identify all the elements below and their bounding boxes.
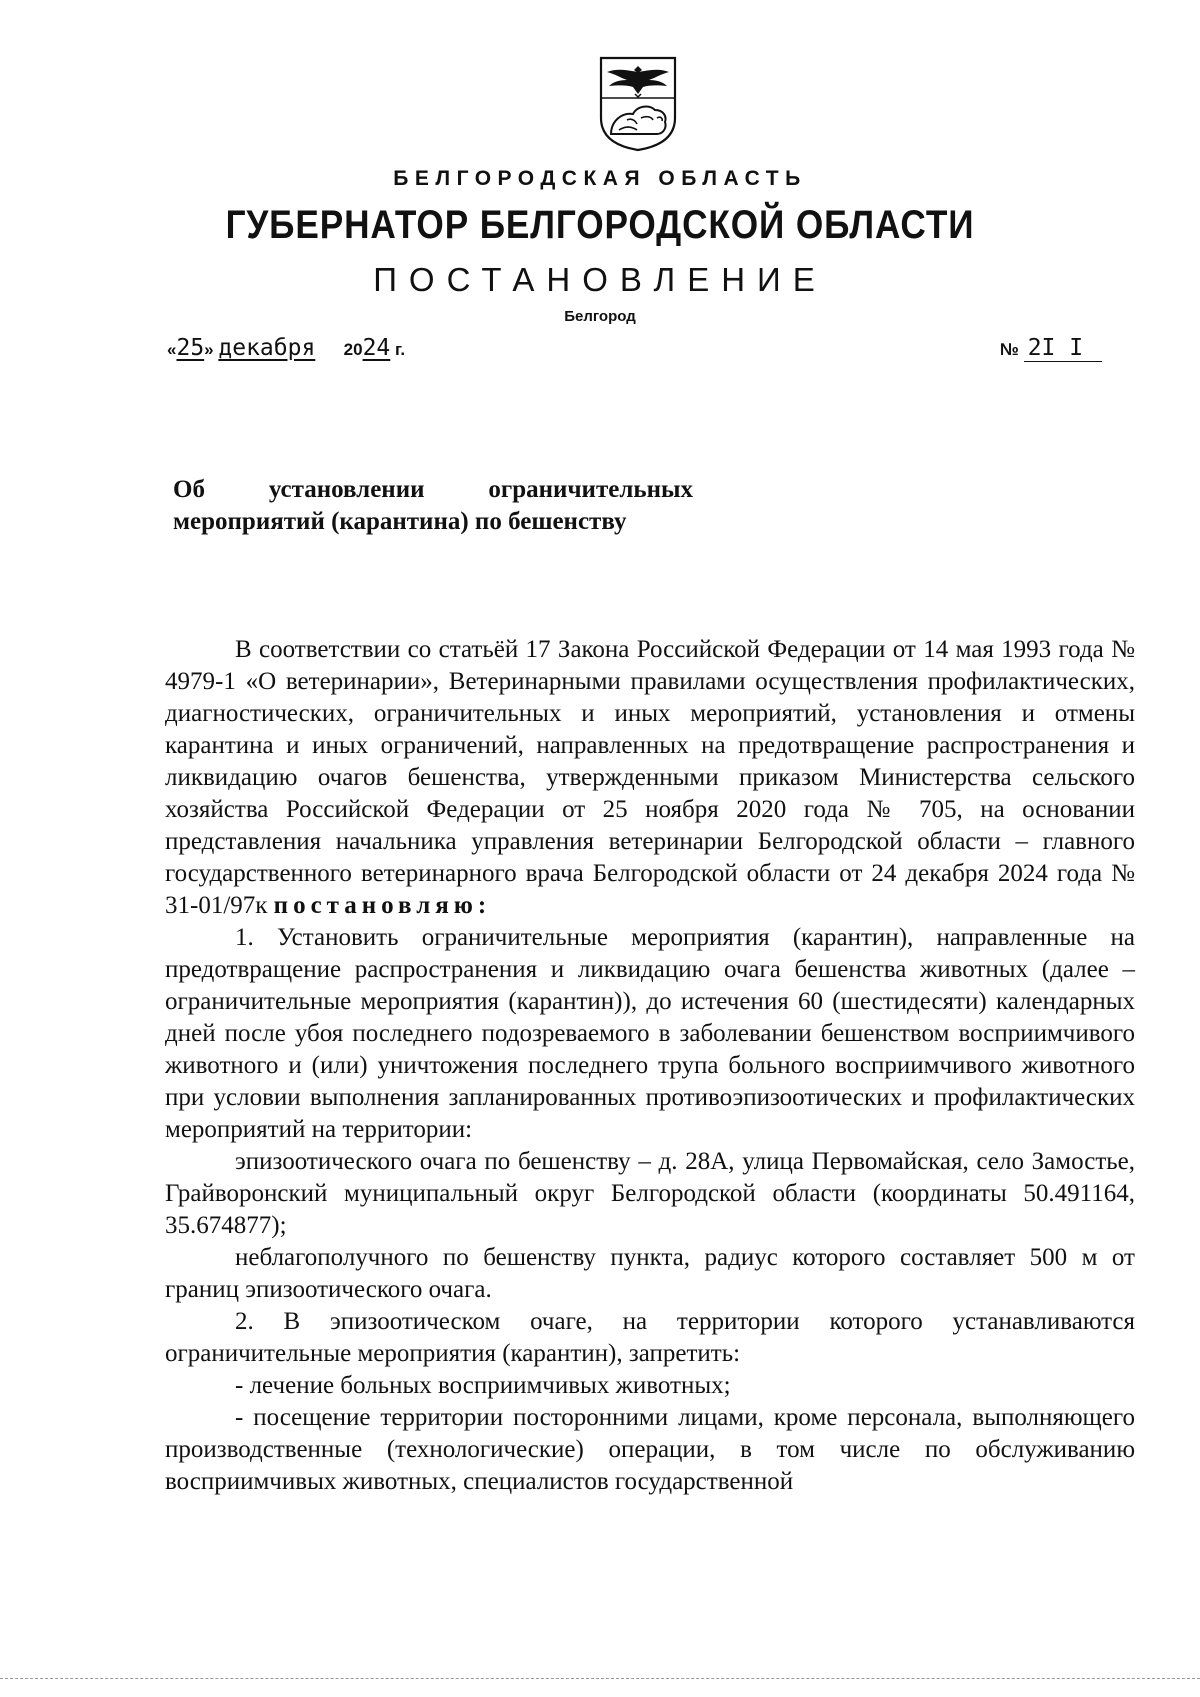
subject-word-2: установлении [268, 476, 425, 503]
subject-word-3: ограничительных [488, 476, 693, 503]
subject-word-1: Об [173, 476, 205, 503]
belgorod-coat-of-arms [597, 56, 679, 152]
date-close-quote: » [204, 340, 214, 359]
date-year-prefix: 20 [343, 340, 363, 359]
number-label: № [1000, 340, 1019, 359]
decree-word: постановляю: [273, 892, 492, 919]
region-title: БЕЛГОРОДСКАЯ ОБЛАСТЬ [393, 167, 807, 190]
paragraph-2: 2. В эпизоотическом очаге, на территории которого устанавливаются ограничительные мероприятия (карантин), запретить: [165, 1308, 1135, 1367]
document-date [167, 335, 405, 365]
document-body [165, 634, 1135, 1498]
city-name: Белгород [564, 308, 636, 325]
paragraph-2b: - посещение территории посторонними лицами, кроме персонала, выполняющего производственные (технологические) операции, в том числе по обслуживанию восприимчивых животных, специалистов государственной [165, 1404, 1135, 1495]
document-number [1000, 335, 1102, 365]
governor-title: ГУБЕРНАТОР БЕЛГОРОДСКОЙ ОБЛАСТИ [225, 203, 975, 247]
paragraph-1: 1. Установить ограничительные мероприятия (карантин), направленные на предотвращение распространения и ликвидацию очага бешенства животных (далее – ограничительные мероприятия (карантин)), до истечения 60 (шестидесяти) календарных дней после убоя последнего подозреваемого в заболевании бешенством восприимчивого животного и (или) уничтожения последнего трупа больного восприимчивого животного при условии выполнения запланированных противоэпизоотических и профилактических мероприятий на территории: [165, 924, 1135, 1143]
date-day: 25 [176, 335, 205, 361]
subject-line-2: мероприятий (карантина) по бешенству [173, 508, 627, 535]
date-month: декабря [218, 335, 316, 361]
preamble-text: В соответствии со статьёй 17 Закона Российской Федерации от 14 мая 1993 года № 4979-1 «О ветеринарии», Ветеринарными правилами осуществления профилактических, диагностических, ограничительных и иных мероприятий, установления и отмены карантина и иных ограничений, направленных на предотвращение распространения и ликвидацию очагов бешенства, утвержденными приказом Министерства сельского хозяйства Российской Федерации от 25 ноября 2020 года № 705, на основании представления начальника управления ветеринарии Белгородской области – главного государственного ветеринарного врача Белгородской области от 24 декабря 2024 года № 31-01/97к [165, 636, 1135, 919]
document-type: ПОСТАНОВЛЕНИЕ [373, 261, 827, 298]
date-year-suffix: 24 [362, 335, 391, 361]
scan-edge-line [0, 1678, 1200, 1683]
date-open-quote: « [167, 340, 177, 359]
date-year-mark: г. [395, 340, 406, 359]
paragraph-1b: неблагополучного по бешенству пункта, радиус которого составляет 500 м от границ эпизоотического очага. [165, 1244, 1135, 1303]
number-value: 2I I [1024, 335, 1102, 362]
preamble-paragraph [165, 634, 1135, 922]
paragraph-1a: эпизоотического очага по бешенству – д. 28А, улица Первомайская, село Замостье, Грайворонский муниципальный округ Белгородской области (координаты 50.491164, 35.674877); [165, 1148, 1135, 1239]
document-subject [173, 474, 693, 538]
paragraph-2a: - лечение больных восприимчивых животных; [235, 1372, 731, 1399]
coat-of-arms-icon [597, 56, 679, 152]
